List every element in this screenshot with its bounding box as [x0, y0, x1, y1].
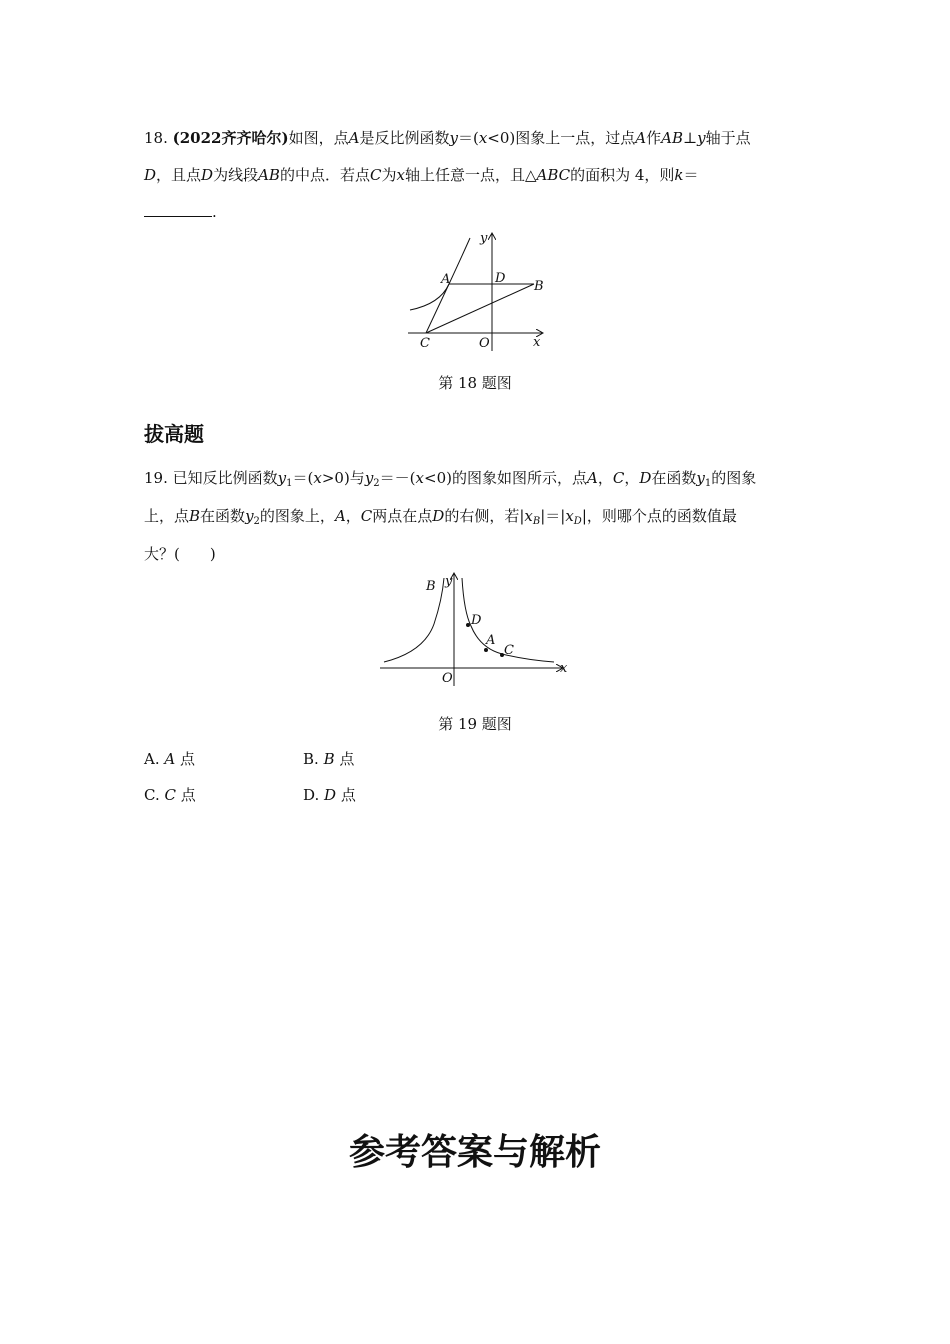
q18-label-x: x: [533, 335, 541, 350]
q19-caption: 第 19 题图: [438, 715, 512, 733]
q19-label-c: C: [504, 643, 514, 658]
q19-point-d: [466, 623, 470, 627]
q18-line-3: .: [144, 202, 217, 222]
q19-label-a: A: [486, 633, 496, 648]
q19-label-d: D: [471, 613, 482, 628]
q18-hyperbola: [410, 238, 470, 310]
q18-segment-ac: [426, 284, 449, 333]
q18-segment-bc: [426, 284, 534, 333]
q18-line-2: D，且点D为线段AB的中点．若点C为x轴上任意一点，且△ABC的面积为 4，则k＝: [144, 166, 699, 184]
q19-label-y: y: [445, 574, 453, 589]
q18-caption: 第 18 题图: [438, 374, 512, 392]
q19-figure: [376, 568, 576, 690]
q19-line-3: 大？( ): [144, 545, 216, 563]
q18-label-y: y: [480, 231, 488, 246]
q18-label-c: C: [420, 336, 430, 351]
answer-blank: [144, 202, 212, 217]
q18-label-a: A: [441, 272, 451, 287]
q18-label-b: B: [534, 279, 544, 294]
q19-line-2: 上，点B在函数$y_2$的图象上，A，C两点在点D的右侧，若$|x_B|=|x_D|$，则哪个点的函数值最: [144, 507, 737, 527]
q18-line-1: 18. (2022齐齐哈尔)如图，点A是反比例函数y＝(x<0)图象上一点，过点A作AB⊥y轴于点: [144, 129, 751, 147]
q18-label-d: D: [495, 271, 506, 286]
q18-label-o: O: [479, 336, 490, 351]
option-c[interactable]: C. C 点: [144, 786, 196, 804]
q19-label-b: B: [426, 579, 436, 594]
option-d[interactable]: D. D 点: [303, 786, 356, 804]
q19-label-o: O: [442, 671, 453, 686]
q19-point-a: [484, 648, 488, 652]
answers-title: 参考答案与解析: [348, 1132, 601, 1173]
section-title: 拔高题: [144, 422, 204, 446]
option-a[interactable]: A. A 点: [144, 750, 196, 768]
q19-line-1: 19. 已知反比例函数$y_1=(x>0)$与$y_2=-(x<0)$的图象如图所示，点A，C，D在函数$y_1$的图象: [144, 469, 757, 489]
q19-label-x: x: [560, 661, 568, 676]
option-b[interactable]: B. B 点: [303, 750, 355, 768]
q18-figure: [400, 226, 560, 356]
